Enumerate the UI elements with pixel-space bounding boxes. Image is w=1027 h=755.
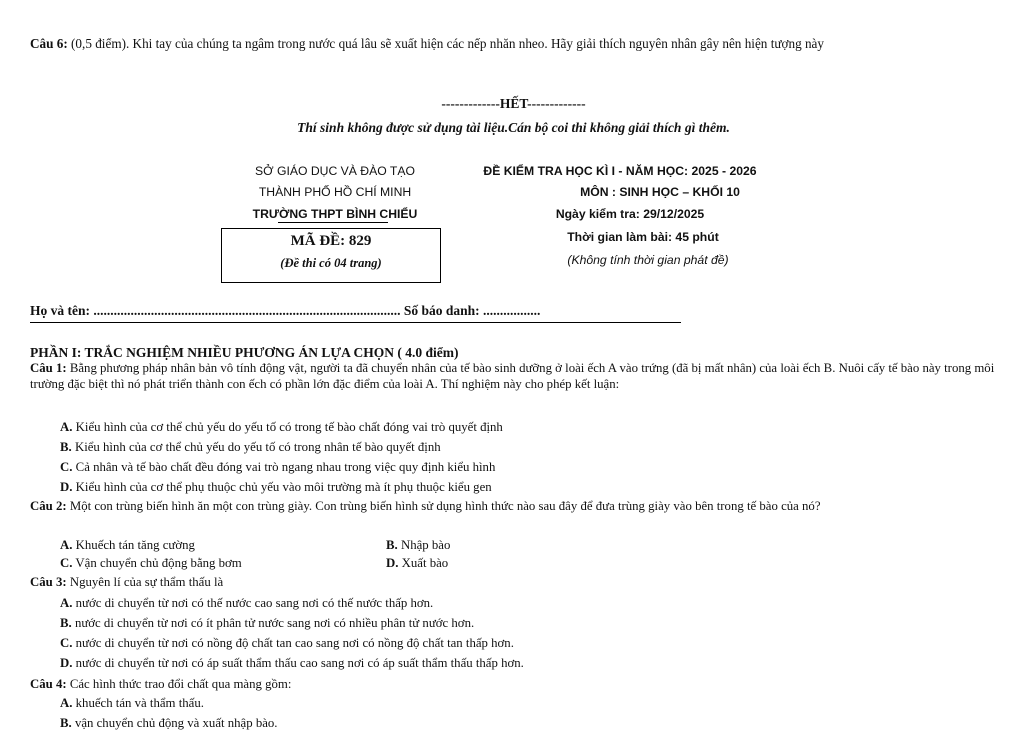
q4-option-b <box>60 716 278 732</box>
option-text: nước di chuyển từ nơi có thế nước cao sang nơi có thế nước thấp hơn. <box>72 596 434 610</box>
option-text: Nhập bào <box>397 538 451 552</box>
q3-option-a <box>60 596 433 612</box>
option-key: A. <box>60 538 73 552</box>
option-text: Kiểu hình của cơ thể chủ yếu do yếu tố có trong tế bào chất đóng vai trò quyết định <box>72 420 503 434</box>
q2-option-a <box>60 538 195 554</box>
q3-option-c <box>60 636 514 652</box>
page-count: (Đề thi có 04 trang) <box>280 256 382 270</box>
question-1-label: Câu 1: <box>30 361 67 375</box>
option-key: C. <box>60 460 73 474</box>
school-underline <box>278 222 388 223</box>
question-6-text: (0,5 điểm). Khi tay của chúng ta ngâm trong nước quá lâu sẽ xuất hiện các nếp nhăn nheo. Hãy giải thích nguyên nhân gây nên hiện tượng này <box>67 36 825 51</box>
option-text: nước di chuyển từ nơi có nồng độ chất tan cao sang nơi có nồng độ chất tan thấp hơn. <box>72 636 514 650</box>
question-1-text: Bằng phương pháp nhân bản vô tính động vật, người ta đã chuyển nhân của tế bào sinh dưỡng ở loài ếch A vào trứng (đã bị mất nhân) của loài ếch B. Nuôi cấy tế bào này trong môi trường đặc biệt thì nó phát triển thành con ếch có phần lớn đặc điểm của loài A. Thí nghiệm này cho phép kết luận: <box>30 361 995 391</box>
option-text: Xuất bào <box>398 556 449 570</box>
option-text: Kiểu hình của cơ thể chủ yếu do yếu tố có trong nhân tế bào quyết định <box>71 440 441 454</box>
exam-duration: Thời gian làm bài: 45 phút <box>567 230 719 244</box>
question-2-text: Một con trùng biến hình ăn một con trùng giày. Con trùng biến hình sử dụng hình thức nào sau đây để đưa trùng giày vào bên trong tế bào của nó? <box>66 499 821 513</box>
exam-title: ĐỀ KIỂM TRA HỌC KÌ I - NĂM HỌC: 2025 - 2026 <box>483 164 757 178</box>
option-text: vận chuyển chủ động và xuất nhập bào. <box>71 716 278 730</box>
option-text: Vận chuyển chủ động bằng bơm <box>72 556 242 570</box>
q2-option-c <box>60 556 242 572</box>
exam-duration-note: (Không tính thời gian phát đề) <box>567 253 729 267</box>
question-3 <box>30 575 223 591</box>
option-text: Cả nhân và tế bào chất đều đóng vai trò ngang nhau trong việc quy định kiểu hình <box>72 460 496 474</box>
q4-option-a <box>60 696 204 712</box>
option-key: A. <box>60 696 73 710</box>
option-text: nước di chuyển từ nơi có áp suất thẩm thấu cao sang nơi có áp suất thẩm thấu thấp hơn. <box>72 656 524 670</box>
option-text: khuếch tán và thẩm thấu. <box>72 696 204 710</box>
q3-option-d <box>60 656 524 672</box>
q1-option-b <box>60 440 441 456</box>
exam-code: MÃ ĐỀ: 829 <box>290 233 372 249</box>
school-name-text: TRƯỜNG THPT BÌNH CHIỂU <box>252 207 418 221</box>
option-key: B. <box>60 616 72 630</box>
option-text: nước di chuyển từ nơi có ít phân tử nước sang nơi có nhiều phân tử nước hơn. <box>71 616 475 630</box>
question-4-label: Câu 4: <box>30 677 67 691</box>
question-3-label: Câu 3: <box>30 575 67 589</box>
q2-option-b <box>386 538 450 554</box>
section-title: PHẦN I: TRẮC NGHIỆM NHIỀU PHƯƠNG ÁN LỰA CHỌN ( 4.0 điểm) <box>30 345 459 360</box>
school-name <box>200 207 470 221</box>
q1-option-c <box>60 460 495 476</box>
department-line-1: SỞ GIÁO DỤC VÀ ĐÀO TẠO <box>255 164 415 178</box>
option-key: B. <box>60 716 72 730</box>
end-marker: -------------HẾT------------- <box>441 96 586 111</box>
department-line-2: THÀNH PHỐ HỒ CHÍ MINH <box>258 185 412 199</box>
option-key: D. <box>60 656 73 670</box>
question-4-text: Các hình thức trao đổi chất qua màng gồm: <box>66 677 292 691</box>
option-key: A. <box>60 596 73 610</box>
option-key: C. <box>60 636 73 650</box>
q1-option-d <box>60 480 492 496</box>
exam-note: Thí sinh không được sử dụng tài liệu.Cán bộ coi thi không giải thích gì thêm. <box>297 120 730 135</box>
student-info-underline <box>30 322 681 323</box>
q1-option-a <box>60 420 503 436</box>
question-4 <box>30 677 291 693</box>
option-text: Khuếch tán tăng cường <box>72 538 195 552</box>
question-6-label: Câu 6: <box>30 36 68 51</box>
option-key: D. <box>60 480 73 494</box>
option-key: C. <box>60 556 73 570</box>
question-2-label: Câu 2: <box>30 499 67 513</box>
option-text: Kiểu hình của cơ thể phụ thuộc chủ yếu vào môi trường mà ít phụ thuộc kiểu gen <box>72 480 492 494</box>
q3-option-b <box>60 616 474 632</box>
option-key: B. <box>60 440 72 454</box>
subject: MÔN : SINH HỌC – KHỐI 10 <box>580 185 740 199</box>
exam-date: Ngày kiểm tra: 29/12/2025 <box>555 207 705 221</box>
q2-option-d <box>386 556 448 572</box>
option-key: D. <box>386 556 399 570</box>
option-key: B. <box>386 538 398 552</box>
question-1 <box>30 361 998 392</box>
question-3-text: Nguyên lí của sự thẩm thấu là <box>66 575 224 589</box>
option-key: A. <box>60 420 73 434</box>
question-2 <box>30 499 998 515</box>
student-info-line: Họ và tên: ........................................................................................... Số báo danh: ................. <box>30 303 541 318</box>
question-6 <box>30 34 998 53</box>
